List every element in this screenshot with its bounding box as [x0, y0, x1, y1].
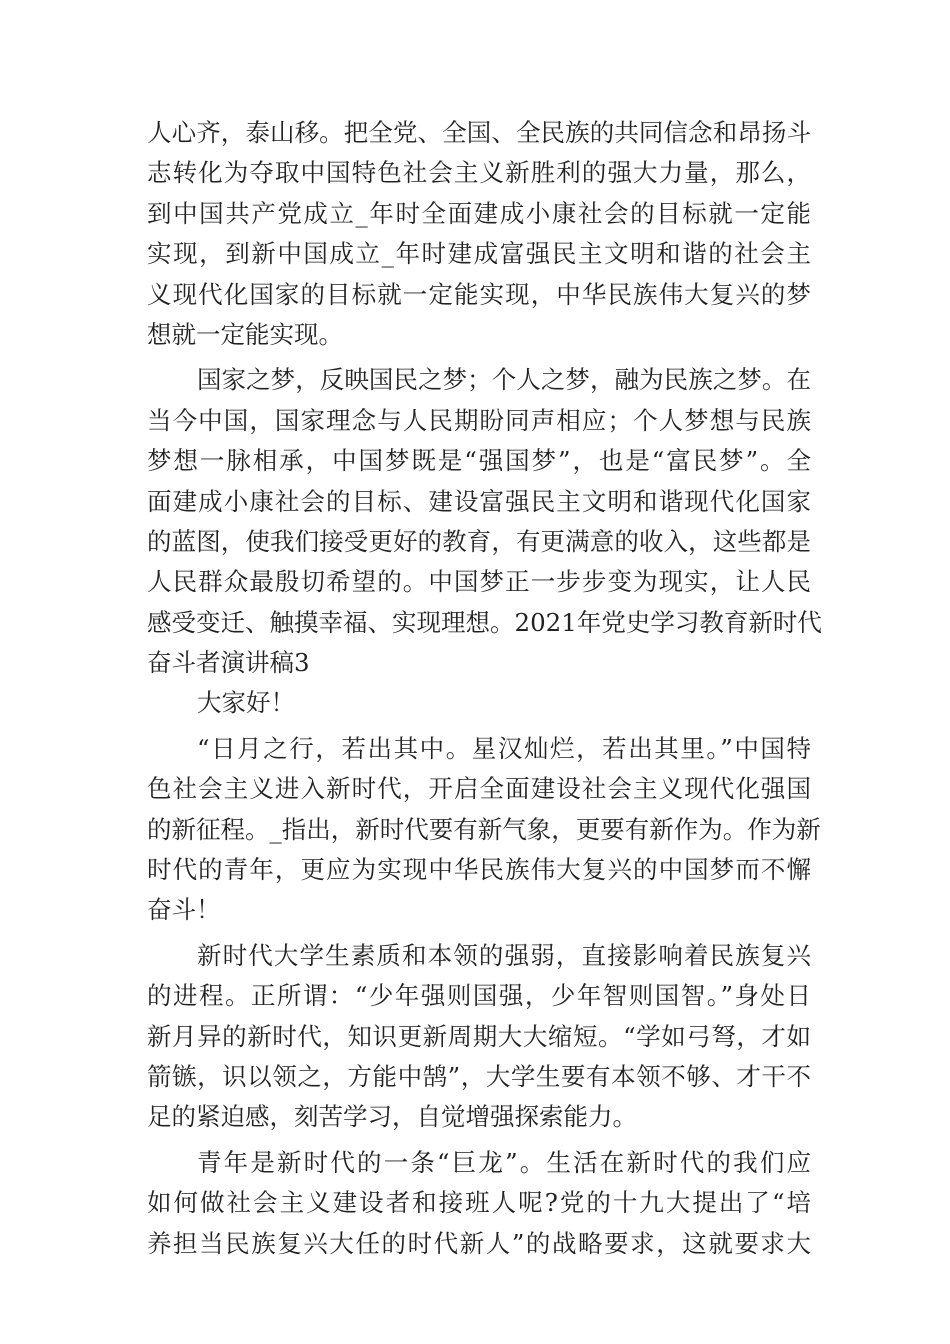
text-line: 想就一定能实现。	[147, 319, 343, 349]
paragraph	[147, 729, 821, 931]
text-line: 时代的青年，更应为实现中华民族伟大复兴的中国梦而不懈	[147, 855, 811, 885]
text-line: 的蓝图，使我们接受更好的教育，有更满意的收入，这些都是	[147, 526, 811, 556]
text-line: 箭镞，识以领之，方能中鹄”，大学生要有本领不够、才干不	[147, 1061, 811, 1091]
text-line: 色社会主义进入新时代，开启全面建设社会主义现代化强国	[147, 774, 811, 804]
text-line: 奋斗！	[147, 895, 221, 925]
text-line: 梦想一脉相承，中国梦既是“强国梦”，也是“富民梦”。全	[147, 446, 811, 476]
paragraph	[147, 1143, 811, 1264]
text-line: “日月之行，若出其中。星汉灿烂，若出其里。”中国特	[197, 733, 811, 763]
paragraph	[147, 360, 822, 683]
text-line: 养担当民族复兴大任的时代新人”的战略要求，这就要求大	[147, 1228, 811, 1258]
text-line: 到中国共产党成立_年时全面建成小康社会的目标就一定能	[147, 198, 811, 228]
text-line: 如何做社会主义建设者和接班人呢?党的十九大提出了“培	[147, 1188, 811, 1218]
text-line: 大家好！	[197, 688, 295, 718]
text-line: 感受变迁、触摸幸福、实现理想。2021年党史学习教育新时代	[147, 607, 822, 637]
text-line: 新时代大学生素质和本领的强弱，直接影响着民族复兴	[197, 940, 811, 970]
text-line: 奋斗者演讲稿3	[147, 648, 310, 678]
text-line: 人心齐，泰山移。把全党、全国、全民族的共同信念和昂扬斗	[147, 118, 811, 147]
paragraph	[147, 683, 811, 723]
document-body	[147, 113, 822, 1264]
paragraph	[147, 113, 811, 355]
text-line: 足的紧迫感，刻苦学习，自觉增强探索能力。	[147, 1102, 637, 1132]
text-line: 国家之梦，反映国民之梦；个人之梦，融为民族之梦。在	[197, 365, 811, 395]
text-line: 志转化为夺取中国特色社会主义新胜利的强大力量，那么，	[147, 158, 811, 188]
paragraph	[147, 936, 811, 1138]
text-line: 青年是新时代的一条“巨龙”。生活在新时代的我们应	[197, 1147, 811, 1177]
text-line: 义现代化国家的目标就一定能实现，中华民族伟大复兴的梦	[147, 279, 811, 309]
text-line: 面建成小康社会的目标、建设富强民主文明和谐现代化国家	[147, 486, 811, 516]
text-line: 新月异的新时代，知识更新周期大大缩短。“学如弓弩，才如	[147, 1021, 811, 1051]
text-line: 当今中国，国家理念与人民期盼同声相应；个人梦想与民族	[147, 405, 811, 435]
text-line: 的新征程。_指出，新时代要有新气象，更要有新作为。作为新	[147, 814, 821, 844]
text-line: 人民群众最殷切希望的。中国梦正一步步变为现实，让人民	[147, 567, 811, 597]
text-line: 实现，到新中国成立_年时建成富强民主文明和谐的社会主	[147, 239, 811, 269]
text-line: 的进程。正所谓：“少年强则国强，少年智则国智。”身处日	[147, 981, 811, 1011]
